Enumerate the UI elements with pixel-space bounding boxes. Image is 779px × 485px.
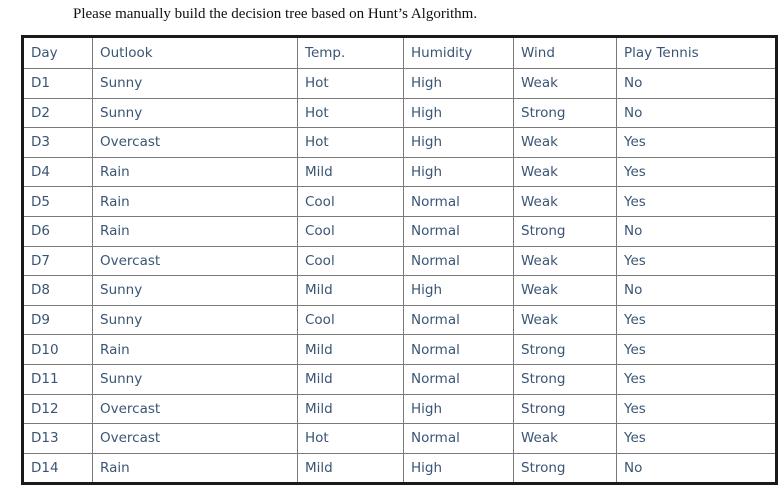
- header-play-tennis: Play Tennis: [617, 37, 777, 69]
- cell-play-tennis: Yes: [617, 335, 777, 365]
- cell-humidity: Normal: [404, 305, 514, 335]
- cell-temp: Cool: [298, 246, 404, 276]
- cell-wind: Weak: [514, 128, 617, 158]
- cell-play-tennis: Yes: [617, 246, 777, 276]
- play-tennis-table: [21, 35, 778, 485]
- table-row: [23, 69, 777, 99]
- cell-outlook: Sunny: [93, 364, 298, 394]
- cell-temp: Cool: [298, 187, 404, 217]
- cell-humidity: Normal: [404, 216, 514, 246]
- cell-wind: Strong: [514, 394, 617, 424]
- table-row: [23, 276, 777, 306]
- cell-temp: Mild: [298, 276, 404, 306]
- cell-play-tennis: Yes: [617, 128, 777, 158]
- cell-play-tennis: Yes: [617, 157, 777, 187]
- cell-outlook: Sunny: [93, 98, 298, 128]
- cell-day: D5: [23, 187, 93, 217]
- header-day: Day: [23, 37, 93, 69]
- cell-outlook: Sunny: [93, 276, 298, 306]
- cell-humidity: Normal: [404, 364, 514, 394]
- cell-day: D9: [23, 305, 93, 335]
- cell-day: D8: [23, 276, 93, 306]
- cell-humidity: High: [404, 98, 514, 128]
- cell-day: D1: [23, 69, 93, 99]
- cell-day: D11: [23, 364, 93, 394]
- cell-wind: Weak: [514, 187, 617, 217]
- table-row: [23, 364, 777, 394]
- cell-humidity: High: [404, 276, 514, 306]
- header-outlook: Outlook: [93, 37, 298, 69]
- cell-outlook: Overcast: [93, 128, 298, 158]
- cell-wind: Weak: [514, 424, 617, 454]
- cell-humidity: High: [404, 394, 514, 424]
- cell-outlook: Rain: [93, 453, 298, 484]
- cell-play-tennis: Yes: [617, 305, 777, 335]
- cell-wind: Weak: [514, 69, 617, 99]
- cell-outlook: Sunny: [93, 69, 298, 99]
- instruction-text: Please manually build the decision tree based on Hunt’s Algorithm.: [73, 6, 478, 22]
- cell-wind: Weak: [514, 305, 617, 335]
- cell-temp: Cool: [298, 305, 404, 335]
- cell-temp: Mild: [298, 157, 404, 187]
- cell-day: D6: [23, 216, 93, 246]
- cell-humidity: High: [404, 69, 514, 99]
- cell-play-tennis: Yes: [617, 364, 777, 394]
- cell-play-tennis: No: [617, 276, 777, 306]
- table-row: [23, 187, 777, 217]
- table-row: [23, 394, 777, 424]
- cell-play-tennis: Yes: [617, 424, 777, 454]
- cell-play-tennis: No: [617, 98, 777, 128]
- cell-humidity: Normal: [404, 187, 514, 217]
- cell-outlook: Sunny: [93, 305, 298, 335]
- header-humidity: Humidity: [404, 37, 514, 69]
- header-row: [23, 37, 777, 69]
- cell-temp: Hot: [298, 424, 404, 454]
- table-row: [23, 98, 777, 128]
- table-row: [23, 128, 777, 158]
- cell-play-tennis: Yes: [617, 187, 777, 217]
- cell-humidity: High: [404, 453, 514, 484]
- table-row: [23, 157, 777, 187]
- cell-day: D3: [23, 128, 93, 158]
- cell-outlook: Rain: [93, 187, 298, 217]
- cell-wind: Weak: [514, 157, 617, 187]
- cell-outlook: Rain: [93, 216, 298, 246]
- cell-wind: Strong: [514, 98, 617, 128]
- table-row: [23, 305, 777, 335]
- table-row: [23, 246, 777, 276]
- cell-temp: Hot: [298, 69, 404, 99]
- cell-outlook: Overcast: [93, 246, 298, 276]
- cell-wind: Strong: [514, 216, 617, 246]
- cell-play-tennis: No: [617, 453, 777, 484]
- cell-humidity: High: [404, 128, 514, 158]
- cell-temp: Hot: [298, 98, 404, 128]
- cell-wind: Strong: [514, 364, 617, 394]
- cell-day: D2: [23, 98, 93, 128]
- cell-temp: Mild: [298, 394, 404, 424]
- table-row: [23, 424, 777, 454]
- cell-wind: Weak: [514, 246, 617, 276]
- cell-outlook: Rain: [93, 335, 298, 365]
- cell-temp: Mild: [298, 364, 404, 394]
- table-row: [23, 335, 777, 365]
- cell-humidity: Normal: [404, 424, 514, 454]
- cell-temp: Hot: [298, 128, 404, 158]
- header-temp: Temp.: [298, 37, 404, 69]
- cell-day: D10: [23, 335, 93, 365]
- cell-day: D13: [23, 424, 93, 454]
- cell-humidity: Normal: [404, 246, 514, 276]
- cell-temp: Mild: [298, 453, 404, 484]
- cell-temp: Cool: [298, 216, 404, 246]
- cell-day: D4: [23, 157, 93, 187]
- cell-play-tennis: Yes: [617, 394, 777, 424]
- cell-day: D14: [23, 453, 93, 484]
- cell-wind: Weak: [514, 276, 617, 306]
- cell-play-tennis: No: [617, 69, 777, 99]
- cell-outlook: Rain: [93, 157, 298, 187]
- cell-humidity: Normal: [404, 335, 514, 365]
- cell-outlook: Overcast: [93, 424, 298, 454]
- table-row: [23, 216, 777, 246]
- cell-outlook: Overcast: [93, 394, 298, 424]
- table-row: [23, 453, 777, 484]
- cell-wind: Strong: [514, 335, 617, 365]
- cell-day: D7: [23, 246, 93, 276]
- cell-temp: Mild: [298, 335, 404, 365]
- cell-wind: Strong: [514, 453, 617, 484]
- cell-humidity: High: [404, 157, 514, 187]
- cell-play-tennis: No: [617, 216, 777, 246]
- cell-day: D12: [23, 394, 93, 424]
- header-wind: Wind: [514, 37, 617, 69]
